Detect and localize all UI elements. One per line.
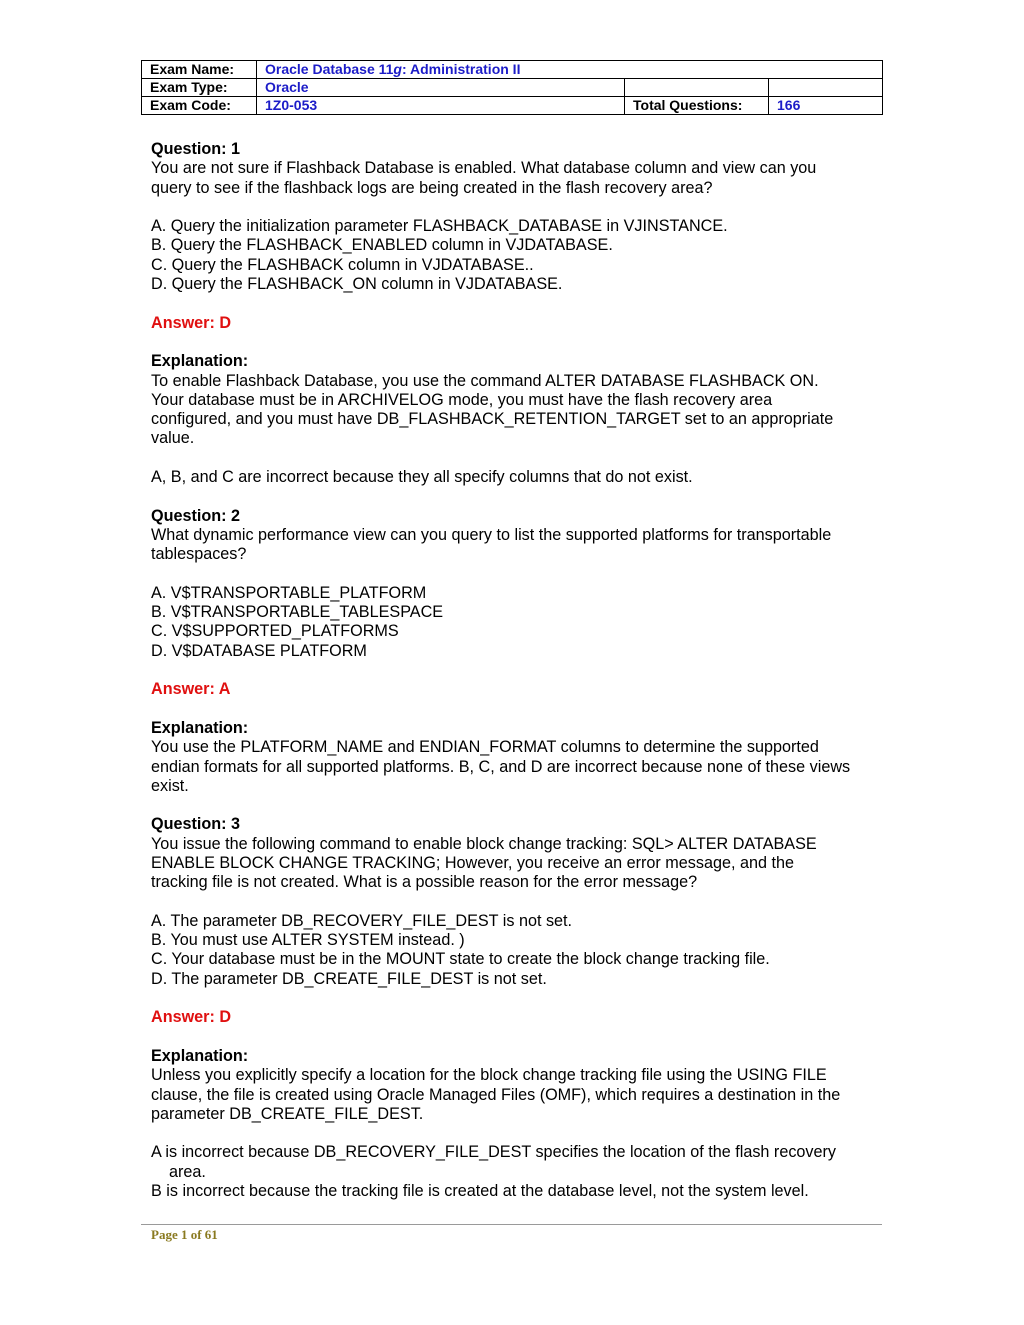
exam-type-row xyxy=(142,79,883,97)
document-body xyxy=(151,140,881,1201)
answer-option: C. Query the FLASHBACK column in VJDATABASE.. xyxy=(151,255,534,274)
answer-option: C. Your database must be in the MOUNT state to create the block change tracking file. xyxy=(151,950,770,969)
explanation-line: parameter DB_CREATE_FILE_DEST. xyxy=(151,1104,424,1123)
exam-code-row xyxy=(142,97,883,115)
question-title: Question: 3 xyxy=(151,815,241,834)
explanation-label: Explanation: xyxy=(151,352,249,371)
correct-answer: Answer: A xyxy=(151,680,231,699)
question-text-line: You are not sure if Flashback Database is enabled. What database column and view can you xyxy=(151,159,817,178)
question-text-line: What dynamic performance view can you query to list the supported platforms for transportable xyxy=(151,525,832,544)
answer-option: A. The parameter DB_RECOVERY_FILE_DEST is not set. xyxy=(151,911,573,930)
exam-type-label: Exam Type: xyxy=(142,79,257,97)
footer-divider xyxy=(141,1224,882,1225)
answer-option: B. You must use ALTER SYSTEM instead. ) xyxy=(151,931,465,950)
answer-option: B. V$TRANSPORTABLE_TABLESPACE xyxy=(151,603,444,622)
exam-code-value: 1Z0-053 xyxy=(257,97,625,115)
explanation-line: exist. xyxy=(151,776,189,795)
question-text-line: query to see if the flashback logs are being created in the flash recovery area? xyxy=(151,178,713,197)
explanation-line: value. xyxy=(151,429,195,448)
answer-option: D. The parameter DB_CREATE_FILE_DEST is not set. xyxy=(151,969,547,988)
exam-name-label: Exam Name: xyxy=(142,61,257,79)
question-text-line: tablespaces? xyxy=(151,545,247,564)
explanation-line: Unless you explicitly specify a location for the block change tracking file using the USING FILE xyxy=(151,1066,827,1085)
explanation-label: Explanation: xyxy=(151,1046,249,1065)
explanation-line: To enable Flashback Database, you use the command ALTER DATABASE FLASHBACK ON. xyxy=(151,371,819,390)
explanation-note-continued: area. xyxy=(169,1162,206,1181)
correct-answer: Answer: D xyxy=(151,313,232,332)
question-title: Question: 2 xyxy=(151,506,241,525)
explanation-note: B is incorrect because the tracking file is created at the database level, not the system level. xyxy=(151,1182,809,1201)
answer-option: A. V$TRANSPORTABLE_PLATFORM xyxy=(151,583,427,602)
explanation-line: Your database must be in ARCHIVELOG mode, you must have the flash recovery area xyxy=(151,390,773,409)
exam-name-prefix: Oracle Database 11 xyxy=(265,61,394,77)
empty-cell xyxy=(769,79,883,97)
exam-type-value: Oracle xyxy=(257,79,625,97)
explanation-label: Explanation: xyxy=(151,718,249,737)
answer-option: D. Query the FLASHBACK_ON column in VJDATABASE. xyxy=(151,275,563,294)
answer-option: B. Query the FLASHBACK_ENABLED column in VJDATABASE. xyxy=(151,236,613,255)
explanation-line: You use the PLATFORM_NAME and ENDIAN_FORMAT columns to determine the supported xyxy=(151,738,819,757)
exam-name-value xyxy=(257,61,883,79)
exam-name-row xyxy=(142,61,883,79)
question-text-line: ENABLE BLOCK CHANGE TRACKING; However, you receive an error message, and the xyxy=(151,853,794,872)
exam-name-suffix: : Administration II xyxy=(401,61,521,77)
answer-option: A. Query the initialization parameter FLASHBACK_DATABASE in VJINSTANCE. xyxy=(151,217,728,236)
page-number: Page 1 of 61 xyxy=(151,1227,218,1242)
question-3 xyxy=(151,815,881,1201)
explanation-note: A, B, and C are incorrect because they all specify columns that do not exist. xyxy=(151,468,693,487)
explanation-line: endian formats for all supported platforms. B, C, and D are incorrect because none of these views xyxy=(151,757,851,776)
total-questions-label: Total Questions: xyxy=(625,97,769,115)
answer-option: D. V$DATABASE PLATFORM xyxy=(151,641,367,660)
exam-info-table xyxy=(141,60,883,115)
question-1 xyxy=(151,140,881,507)
total-questions-value: 166 xyxy=(769,97,883,115)
question-text-line: You issue the following command to enable block change tracking: SQL> ALTER DATABASE xyxy=(151,834,817,853)
explanation-line: clause, the file is created using Oracle Managed Files (OMF), which requires a destination in the xyxy=(151,1085,841,1104)
exam-name-italic: g xyxy=(393,61,402,77)
answer-option: C. V$SUPPORTED_PLATFORMS xyxy=(151,622,399,641)
question-text-line: tracking file is not created. What is a possible reason for the error message? xyxy=(151,873,698,892)
correct-answer: Answer: D xyxy=(151,1008,232,1027)
question-title: Question: 1 xyxy=(151,140,241,158)
explanation-note: A is incorrect because DB_RECOVERY_FILE_DEST specifies the location of the flash recovery xyxy=(151,1143,836,1162)
explanation-line: configured, and you must have DB_FLASHBACK_RETENTION_TARGET set to an appropriate xyxy=(151,410,834,429)
question-2 xyxy=(151,507,881,816)
empty-cell xyxy=(625,79,769,97)
exam-code-label: Exam Code: xyxy=(142,97,257,115)
